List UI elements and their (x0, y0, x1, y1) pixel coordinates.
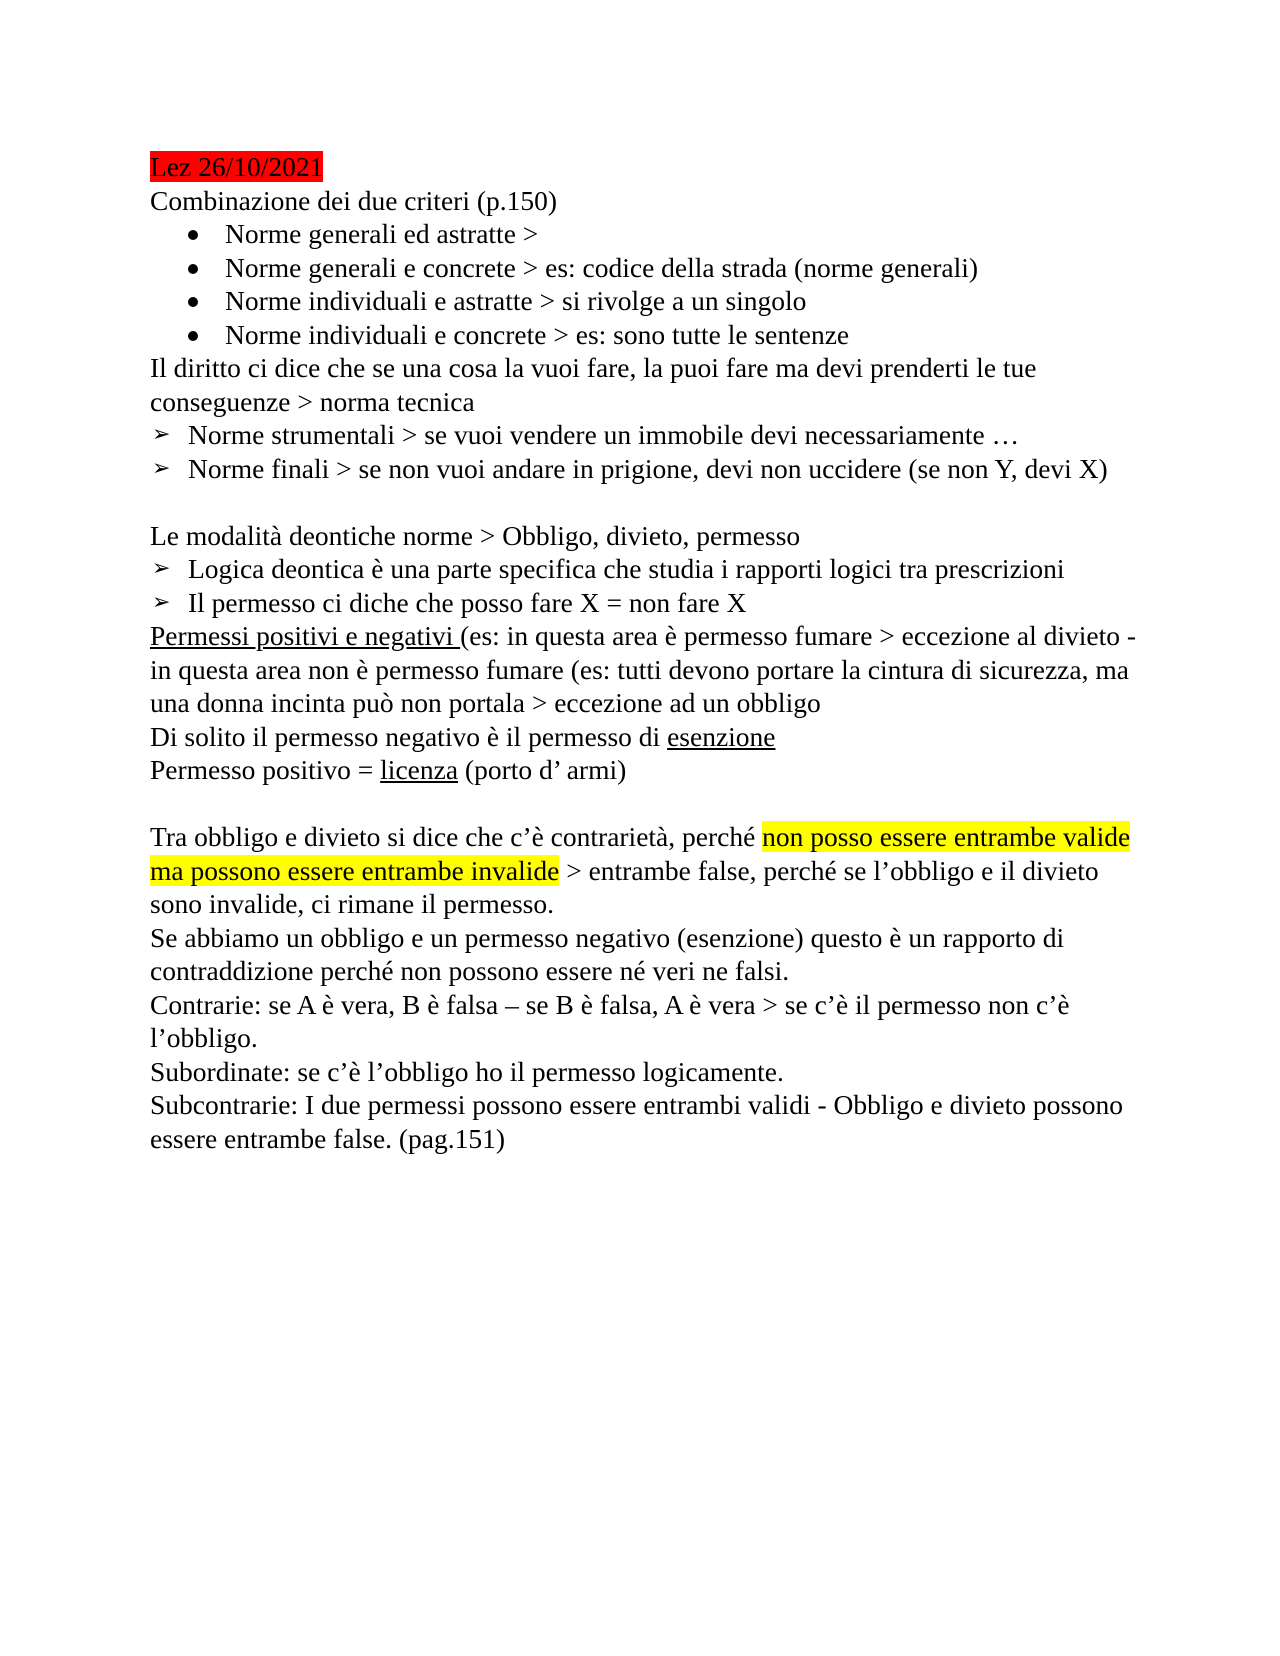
bullet-icon (188, 264, 198, 274)
paragraph-permessi (150, 619, 1140, 720)
list-item-text: Il permesso ci diche che posso fare X = non fare X (188, 586, 747, 618)
arrow-list-logica (150, 552, 1140, 619)
list-item (150, 284, 1140, 318)
document-page (150, 150, 1140, 1155)
list-item-text: Norme generali e concrete > es: codice della strada (norme generali) (225, 251, 979, 283)
contrarieta-suffix: > entrambe false, perché se l’obbligo e il divieto sono invalide, ci rimane il permesso. (150, 854, 1099, 919)
list-item-text: Logica deontica è una parte specifica che studia i rapporti logici tra prescrizioni (188, 553, 1065, 584)
section-title-criteri: Combinazione dei due criteri (p.150) (150, 184, 558, 216)
paragraph-licenza (150, 753, 1140, 787)
licenza-underlined: licenza (380, 754, 459, 785)
paragraph-contrarieta (150, 820, 1140, 921)
arrow-list-norme (150, 418, 1140, 485)
bullet-icon (188, 230, 198, 240)
permessi-text: (es: in questa area è permesso fumare > eccezione al divieto - in questa area non è permesso fumare (es: tutti devono portare la cintura di sicurezza, ma una donna incinta può non portala > eccezione ad un obbligo (150, 620, 1137, 718)
contrarieta-prefix: Tra obbligo e divieto si dice che c’è contrarietà, perché (150, 821, 763, 852)
bullet-icon (188, 297, 198, 307)
paragraph-esenzione (150, 720, 1140, 754)
paragraph-subordinate: Subordinate: se c’è l’obbligo ho il permesso logicamente. (150, 1055, 784, 1087)
bullet-list-norme (150, 217, 1140, 351)
paragraph-diritto: Il diritto ci dice che se una cosa la vuoi fare, la puoi fare ma devi prenderti le tue conseguenze > norma tecnica (150, 352, 1037, 417)
highlighted-text: non posso essere entrambe valide ma possono essere entrambe invalide (150, 821, 1131, 886)
list-item-text: Norme generali ed astratte > (225, 218, 539, 249)
list-item (150, 552, 1140, 586)
list-item-text: Norme finali > se non vuoi andare in prigione, devi non uccidere (se non Y, devi X) (188, 452, 1108, 484)
arrow-bullet-icon: ➢ (152, 422, 171, 447)
list-item (150, 318, 1140, 352)
licenza-prefix: Permesso positivo = (150, 754, 381, 785)
esenzione-prefix: Di solito il permesso negativo è il permesso di (150, 720, 668, 752)
list-item-text: Norme individuali e concrete > es: sono tutte le sentenze (225, 318, 850, 350)
list-item (150, 217, 1140, 251)
arrow-bullet-icon: ➢ (152, 589, 171, 615)
bullet-icon (188, 331, 198, 341)
section-title-modalita: Le modalità deontiche norme > Obbligo, divieto, permesso (150, 519, 801, 551)
lecture-date-line (150, 150, 1140, 184)
list-item (150, 418, 1140, 452)
list-item (150, 251, 1140, 285)
paragraph-contraddizione: Se abbiamo un obbligo e un permesso negativo (esenzione) questo è un rapporto di contraddizione perché non possono essere né veri ne falsi. (150, 921, 1065, 986)
arrow-bullet-icon: ➢ (152, 556, 171, 581)
list-item (150, 586, 1140, 620)
lecture-date: Lez 26/10/2021 (150, 151, 324, 182)
arrow-bullet-icon: ➢ (152, 455, 171, 481)
list-item-text: Norme individuali e astratte > si rivolge a un singolo (225, 285, 807, 316)
list-item (150, 452, 1140, 486)
blank-line (150, 787, 1140, 821)
paragraph-subcontrarie: Subcontrarie: I due permessi possono essere entrambi validi - Obbligo e divieto possono essere entrambe false. (pag.151) (150, 1089, 1124, 1154)
blank-line (150, 485, 1140, 519)
list-item-text: Norme strumentali > se vuoi vendere un immobile devi necessariamente … (188, 419, 1020, 450)
licenza-suffix: (porto d’ armi) (458, 754, 627, 785)
esenzione-underlined: esenzione (667, 720, 776, 752)
paragraph-contrarie: Contrarie: se A è vera, B è falsa – se B è falsa, A è vera > se c’è il permesso non c’è l’obbligo. (150, 988, 1070, 1053)
permessi-underlined: Permessi positivi e negativi (150, 620, 461, 651)
